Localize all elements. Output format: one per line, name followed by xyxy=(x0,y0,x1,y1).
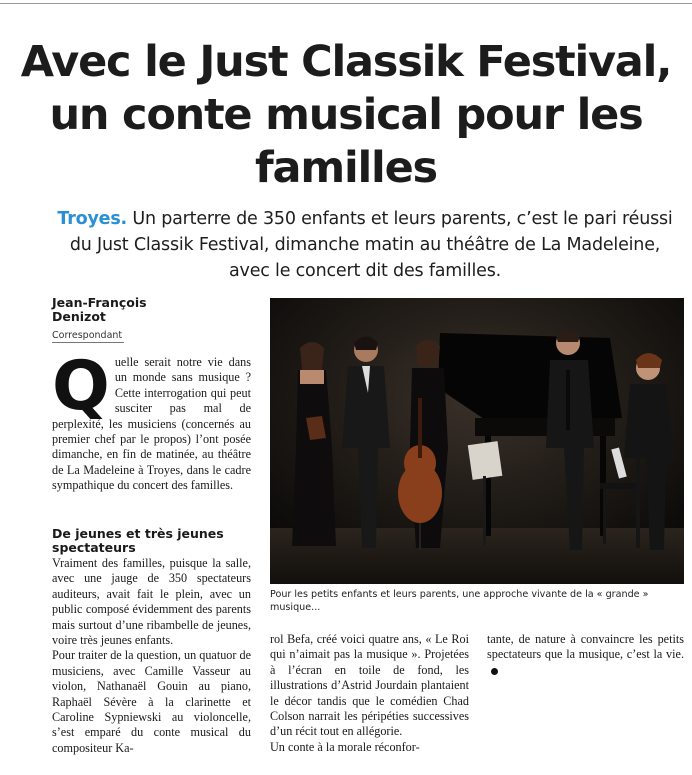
photo-caption: Pour les petits enfants et leurs parents, une approche vivante de la « grande » musique... xyxy=(270,589,649,613)
paragraph-closing xyxy=(487,632,684,678)
author-name-text: Jean-François Denizot xyxy=(52,295,147,324)
intro-place-label: Troyes. xyxy=(57,209,127,229)
paragraph-audience: Vraiment des familles, puisque la salle, avec une jauge de 350 spectateurs auditeurs, avait fait le plein, avec un public composé évidemment des parents mais surtout d’une ribambelle de jeunes, voire très jeunes enfants. xyxy=(52,556,251,648)
article-column-1-bottom xyxy=(52,556,251,756)
closing-text: tante, de nature à convaincre les petits spectateurs que la musique, c’est la vie. xyxy=(487,632,684,662)
end-mark-icon xyxy=(491,668,498,675)
article-column-3 xyxy=(487,632,684,678)
author-name xyxy=(52,296,152,324)
article-subhead: De jeunes et très jeunes spectateurs xyxy=(52,526,224,555)
paragraph-opening: uelle serait notre vie dans un monde sans musique ? Cette interrogation qui peut susciter pas mal de perplexité, les musiciens (concernés au premier chef par le propos) l’ont posée dimanche, en fin de matinée, au théâtre de La Madeleine à Troyes, dans le cadre sympathique du concert des familles. xyxy=(52,355,251,493)
top-rule xyxy=(0,3,692,4)
article-column-2 xyxy=(270,632,469,755)
author-role: Correspondant xyxy=(52,330,123,341)
concert-photo-illustration xyxy=(270,298,684,584)
paragraph-tale: rol Befa, créé voici quatre ans, « Le Roi qui n’aimait pas la musique ». Projetées à l’écran en toile de fond, les illustrations d’Astrid Jourdain plantaient le décor tandis que le comédien Chad Colson narrait les péripéties successives d’un récit tout en allégorie. xyxy=(270,632,469,739)
article-intro xyxy=(55,206,675,284)
paragraph-quartet: Pour traiter de la question, un quatuor de musiciens, avec Camille Vasseur au violon, Nathanaël Gouin au piano, Raphaël Sévère à la clarinette et Caroline Sypniewski au violoncelle, s’est emparé du conte musical du compositeur Ka- xyxy=(52,648,252,755)
article-column-1-top xyxy=(52,347,251,494)
drop-cap: Q xyxy=(52,347,110,426)
article-headline: Avec le Just Classik Festival, un conte musical pour les familles xyxy=(20,37,672,193)
intro-text: Un parterre de 350 enfants et leurs parents, c’est le pari réussi du Just Classik Festival, dimanche matin au théâtre de La Madeleine, avec le concert dit des familles. xyxy=(69,209,673,281)
article-photo xyxy=(270,298,684,584)
paragraph-moral: Un conte à la morale réconfor- xyxy=(270,739,420,754)
